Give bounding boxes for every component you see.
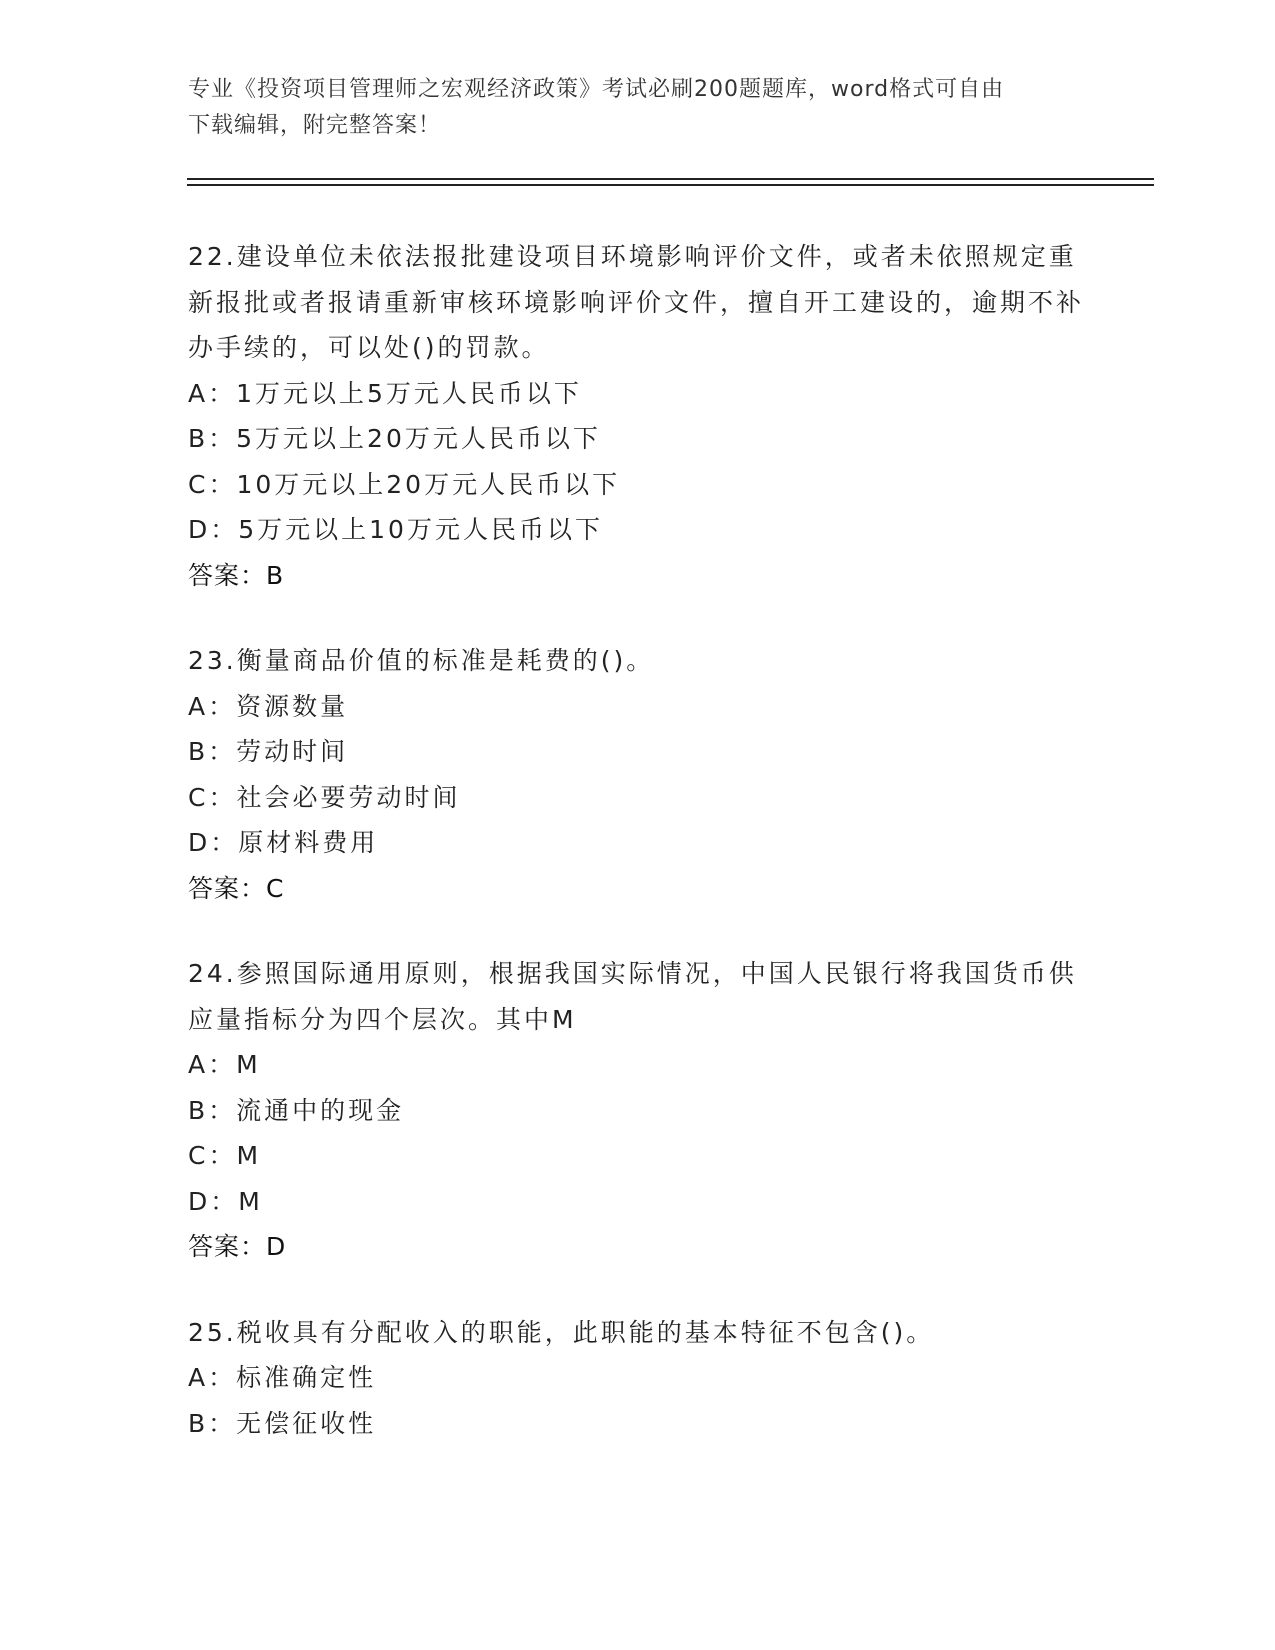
option-a: A：资源数量: [188, 691, 349, 721]
answer: 答案：B: [188, 560, 285, 590]
option-b: B：5万元以上20万元人民币以下: [188, 424, 601, 453]
option-a: A：M: [188, 1050, 261, 1079]
header-divider-bottom: [187, 184, 1154, 186]
header-title-line-2: 下载编辑，附完整答案！: [188, 113, 442, 138]
option-b: B：劳动时间: [188, 737, 349, 766]
document-header: [188, 72, 1088, 144]
question-stem: 24.参照国际通用原则，根据我国实际情况，中国人民银行将我国货币供应量指标分为四个层次。其中M: [188, 959, 1077, 1034]
answer: 答案：C: [188, 873, 285, 903]
header-title-line-1: 专业《投资项目管理师之宏观经济政策》考试必刷200题题库，word格式可自由: [188, 77, 1005, 102]
option-d: D：M: [188, 1186, 263, 1216]
question-stem: 25.税收具有分配收入的职能，此职能的基本特征不包含()。: [188, 1317, 935, 1347]
question-25: [188, 1310, 1088, 1447]
option-a: A：1万元以上5万元人民币以下: [188, 378, 582, 408]
answer: 答案：D: [188, 1232, 287, 1261]
question-24: [188, 951, 1088, 1270]
option-d: D：5万元以上10万元人民币以下: [188, 515, 603, 544]
option-c: C：社会必要劳动时间: [188, 782, 461, 812]
option-a: A：标准确定性: [188, 1363, 377, 1392]
option-b: B：流通中的现金: [188, 1095, 405, 1125]
question-list: [188, 234, 1088, 1486]
question-stem: 22.建设单位未依法报批建设项目环境影响评价文件，或者未依照规定重新报批或者报请重新审核环境影响评价文件，擅自开工建设的，逾期不补办手续的，可以处()的罚款。: [188, 242, 1085, 362]
option-c: C：M: [188, 1141, 262, 1170]
option-b: B：无偿征收性: [188, 1408, 377, 1438]
option-c: C：10万元以上20万元人民币以下: [188, 469, 621, 499]
question-stem: 23.衡量商品价值的标准是耗费的()。: [188, 646, 655, 675]
option-d: D：原材料费用: [188, 828, 379, 857]
question-23: [188, 638, 1088, 911]
question-22: [188, 234, 1088, 598]
header-divider-top: [187, 178, 1154, 180]
